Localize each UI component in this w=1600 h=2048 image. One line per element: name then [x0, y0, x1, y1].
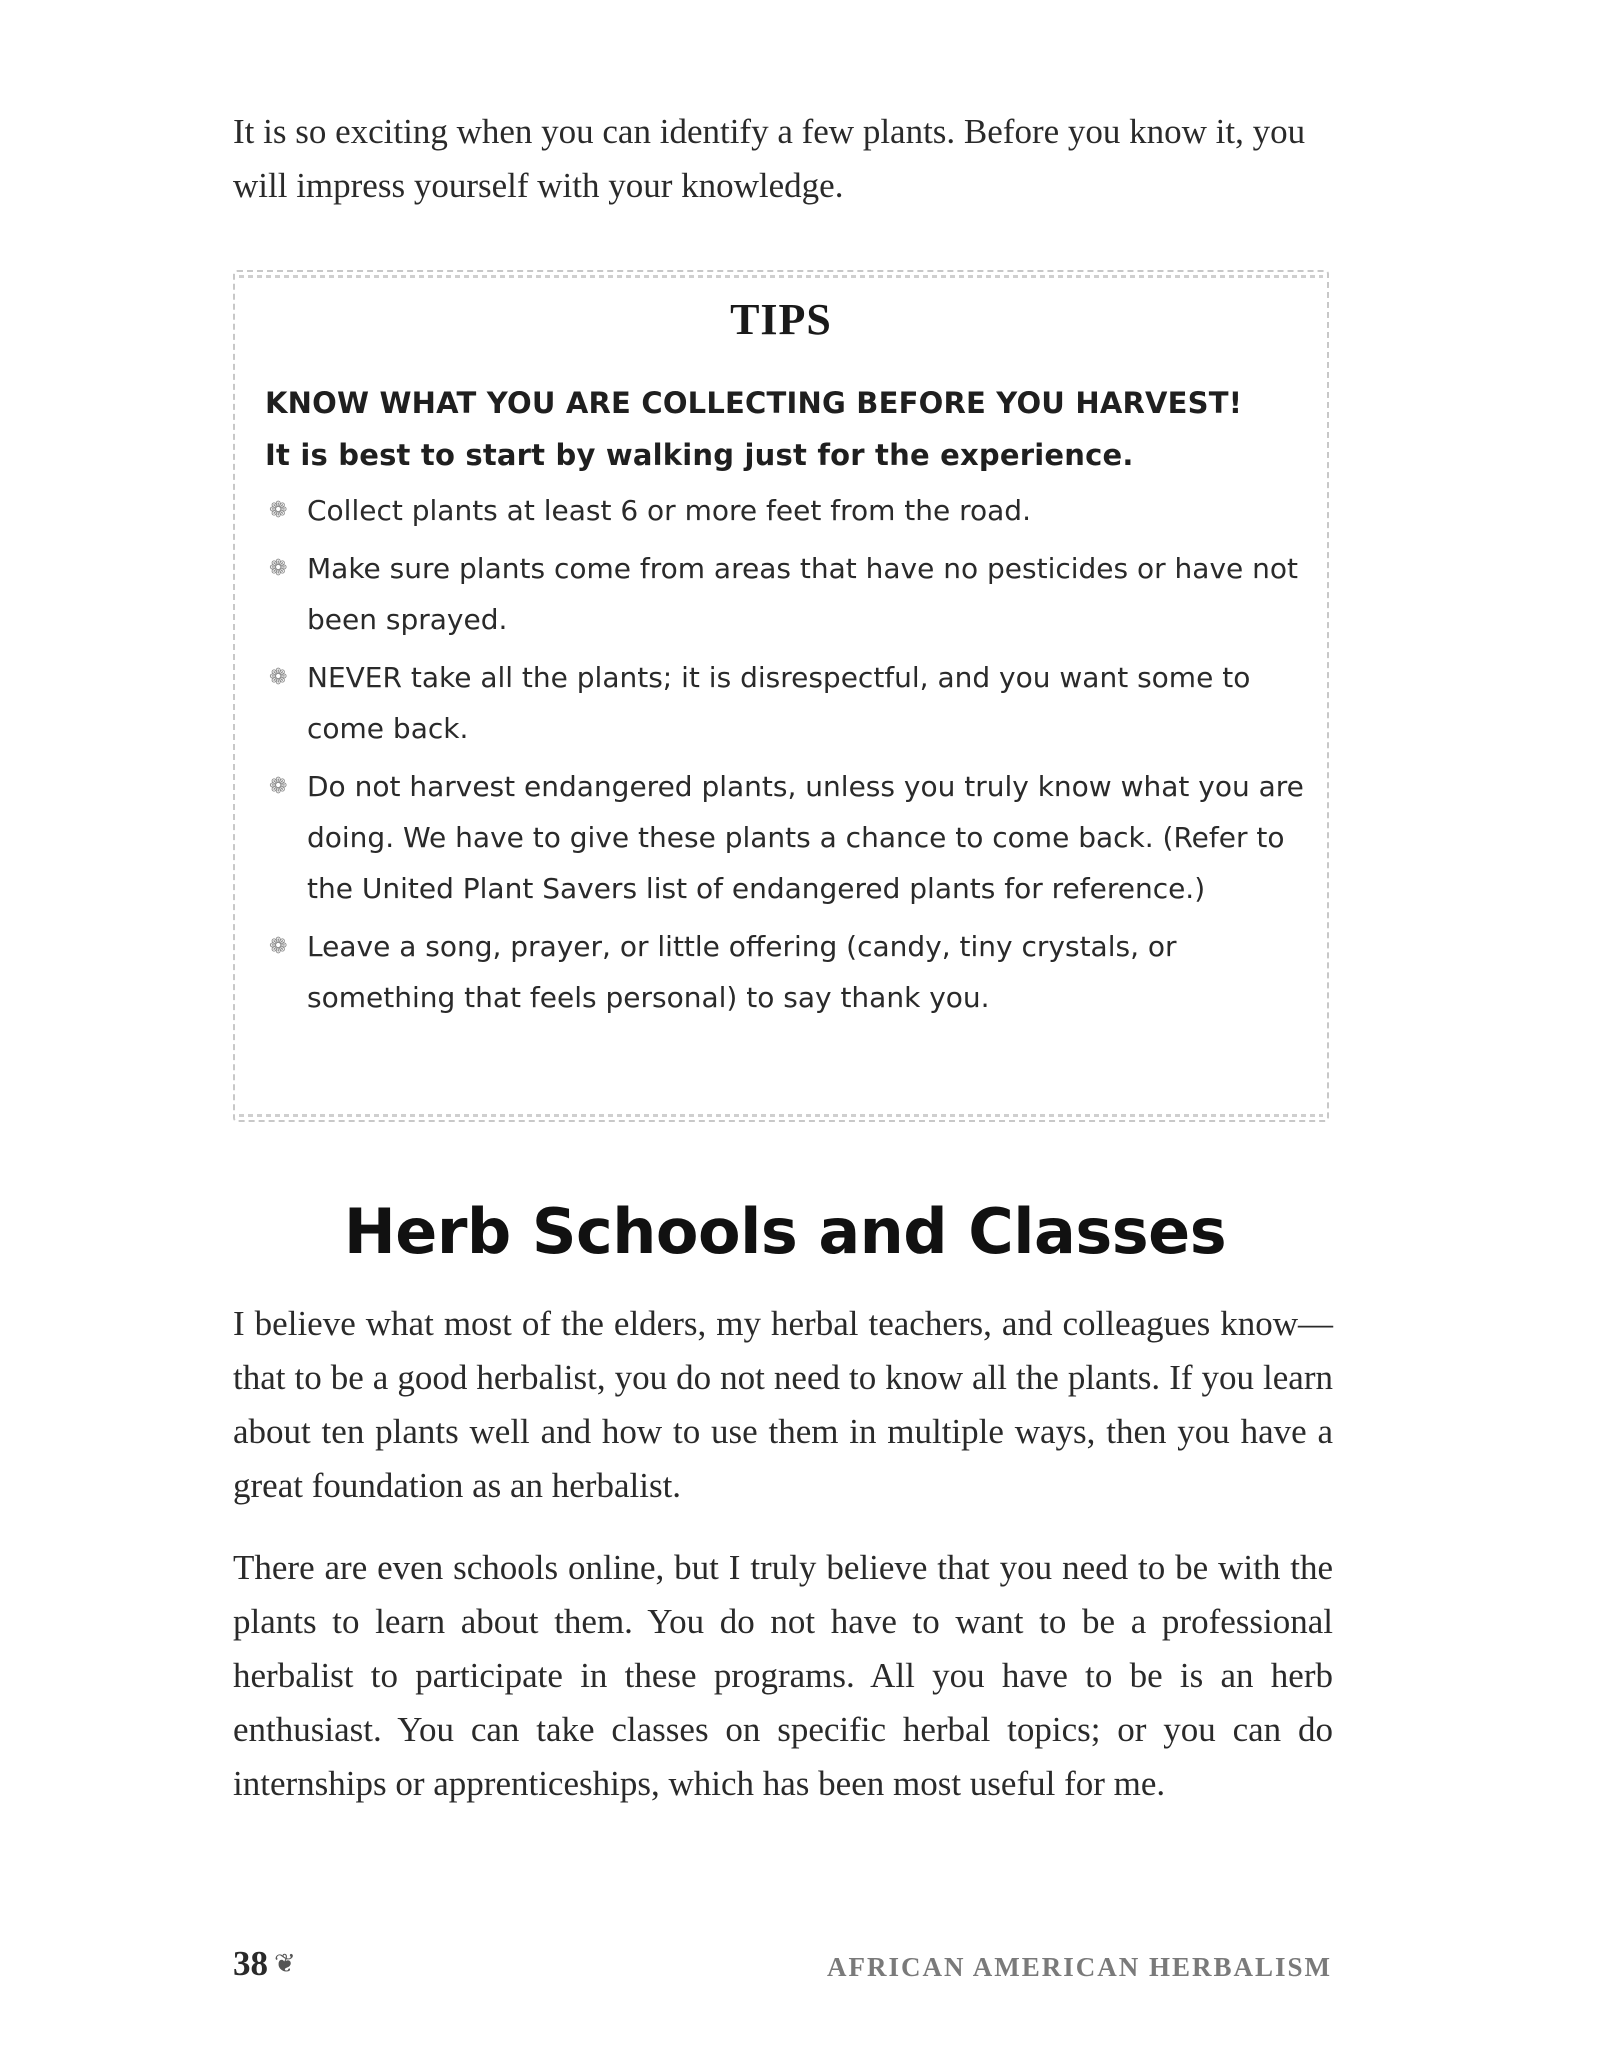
intro-paragraph: [233, 105, 1333, 213]
tips-heading: [265, 377, 1305, 481]
snowflake-flower-icon: ❁: [269, 498, 288, 523]
tips-list-item: [265, 652, 1305, 754]
body-paragraph: I believe what most of the elders, my herbal teachers, and colleagues know—that to be a good herbalist, you do not need to know all the plants. If you learn about ten plants well and how to use them in multiple ways, then you have a great foundation as an herbalist.: [233, 1304, 1333, 1505]
intro-text: It is so exciting when you can identify a few plants. Before you know it, you will impress yourself with your knowledge.: [233, 112, 1306, 205]
tips-item-text: Do not harvest endangered plants, unless you truly know what you are doing. We have to give these plants a chance to come back. (Refer to the United Plant Savers list of endangered plants for reference.): [307, 770, 1304, 905]
tips-list-item: [265, 761, 1305, 914]
running-footer-title: AFRICAN AMERICAN HERBALISM: [826, 1952, 1332, 1982]
tips-heading-subtitle: It is best to start by walking just for the experience.: [265, 438, 1134, 472]
tips-item-text: Collect plants at least 6 or more feet from the road.: [307, 494, 1031, 527]
tips-heading-warning: KNOW WHAT YOU ARE COLLECTING BEFORE YOU HARVEST!: [265, 386, 1243, 420]
tips-list-item: [265, 485, 1305, 536]
body-paragraph: There are even schools online, but I truly believe that you need to be with the plants to learn about them. You do not have to want to be a professional herbalist to participate in these programs. All you have to be is an herb enthusiast. You can take classes on specific herbal topics; or you can do internships or apprenticeships, which has been most useful for me.: [233, 1548, 1333, 1803]
section-heading: Herb Schools and Classes: [343, 1195, 1227, 1268]
tips-item-text: Leave a song, prayer, or little offering (candy, tiny crystals, or something that feels personal) to say thank you.: [307, 930, 1177, 1014]
snowflake-flower-icon: ❁: [269, 556, 288, 581]
snowflake-flower-icon: ❁: [269, 934, 288, 959]
tips-list: [265, 485, 1305, 1030]
tips-box: [233, 270, 1329, 1122]
tips-list-item: [265, 921, 1305, 1023]
snowflake-flower-icon: ❁: [269, 774, 288, 799]
tips-list-item: [265, 543, 1305, 645]
tips-item-text: Make sure plants come from areas that have no pesticides or have not been sprayed.: [307, 552, 1299, 636]
page-number: [233, 1944, 296, 1984]
snowflake-flower-icon: ❁: [269, 665, 288, 690]
tips-title: TIPS: [730, 295, 832, 344]
tips-item-text: NEVER take all the plants; it is disrespectful, and you want some to come back.: [307, 661, 1251, 745]
fleuron-icon: ❦: [274, 1949, 296, 1978]
page-number-value: 38: [233, 1944, 268, 1983]
